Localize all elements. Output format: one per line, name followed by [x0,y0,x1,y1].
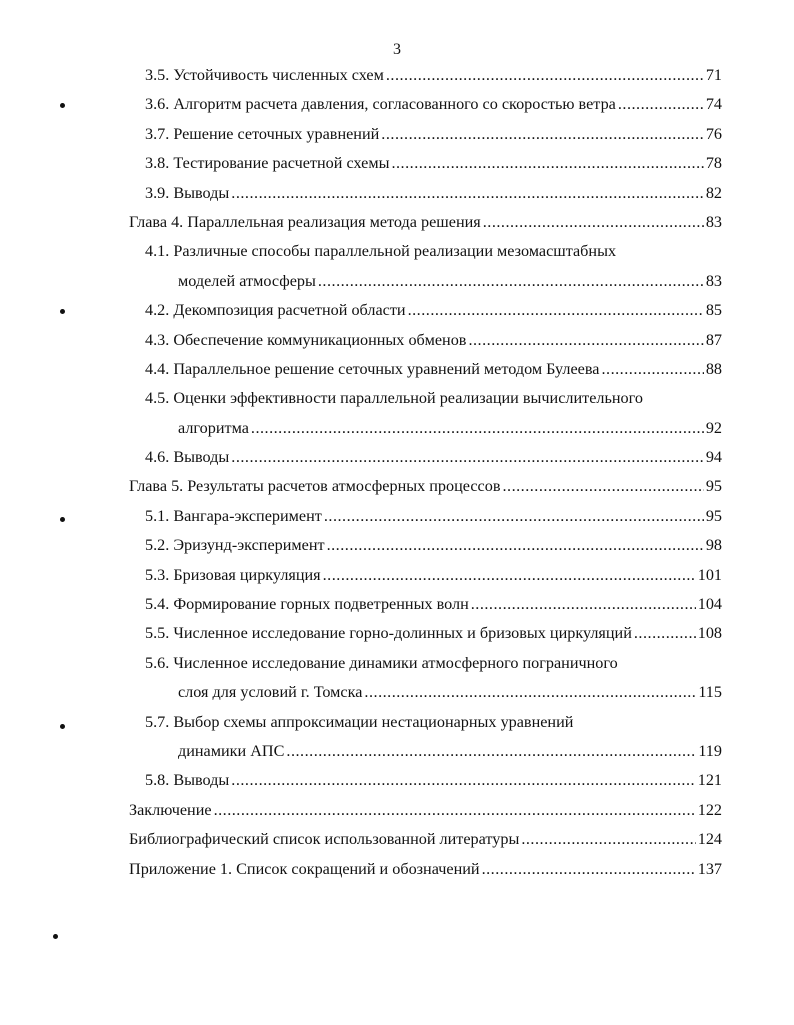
toc-row [0,267,794,296]
toc-entry-page: 82 [705,183,722,202]
dot-leader [483,208,704,237]
table-of-contents [0,61,794,884]
toc-entry [129,208,722,237]
dot-leader [318,267,704,296]
toc-entry-title: Различные способы параллельной реализации мезомасштабных [173,242,617,261]
toc-entry-number: 5.3. [145,565,170,584]
dot-leader [391,149,703,178]
dot-leader [634,619,696,648]
toc-entry [145,120,722,149]
toc-entry-number: 4.6. [145,448,170,467]
toc-entry-page: 87 [705,330,722,349]
toc-entry [145,619,722,648]
toc-row [0,619,794,648]
toc-entry-number: 3.5. [145,66,170,84]
toc-entry [145,326,722,355]
toc-entry-title: моделей атмосферы [178,271,316,290]
toc-entry-first-line [145,237,616,266]
toc-row [0,561,794,590]
toc-row [0,855,794,884]
toc-entry-title: Бризовая циркуляция [173,565,321,584]
toc-row [0,443,794,472]
toc-entry-title: Обеспечение коммуникационных обменов [173,330,467,349]
toc-entry-number: 4.4. [145,359,170,378]
toc-entry-title: Устойчивость численных схем [173,66,384,84]
toc-entry-title: Численное исследование горно-долинных и бризовых циркуляций [173,624,632,643]
toc-entry-page: 115 [698,683,722,702]
toc-entry-title: Декомпозиция расчетной области [173,301,406,320]
toc-row [0,472,794,501]
toc-entry-number: 5.2. [145,536,170,555]
toc-row [0,237,794,266]
dot-leader [386,61,704,90]
toc-row [0,384,794,413]
toc-entry-title: Выбор схемы аппроксимации нестационарных уравнений [173,712,574,731]
dot-leader [214,796,696,825]
toc-row [0,766,794,795]
toc-entry-number: 3.7. [145,124,170,143]
toc-entry-title: Приложение 1. Список сокращений и обозначений [129,859,480,878]
toc-entry-title: Параллельное решение сеточных уравнений методом Булеева [173,359,600,378]
toc-entry-title: Вангара-эксперимент [173,506,322,525]
toc-entry-page: 137 [697,859,722,878]
toc-entry-number: 5.5. [145,624,170,643]
dot-leader [364,678,696,707]
toc-entry [145,561,722,590]
dot-leader [502,472,703,501]
toc-entry-first-line [145,384,643,413]
toc-entry-title: динамики АПС [178,741,285,760]
toc-entry-title: Библиографический список использованной литературы [129,830,520,849]
toc-entry-page: 95 [705,506,722,525]
toc-entry-title: Оценки эффективности параллельной реализации вычислительного [173,389,643,408]
toc-entry [178,678,722,707]
toc-entry-page: 121 [697,771,722,790]
toc-row [0,120,794,149]
dot-leader [408,296,704,325]
toc-entry-page: 92 [705,418,722,437]
toc-row [0,149,794,178]
margin-bullet-3 [60,517,65,522]
toc-row [0,708,794,737]
dot-leader [323,561,696,590]
toc-entry-page: 88 [705,359,722,378]
toc-entry [145,179,722,208]
toc-entry [145,531,722,560]
toc-entry-page: 76 [705,124,722,143]
toc-entry-page: 119 [698,741,722,760]
toc-entry-page: 108 [697,624,722,643]
toc-row [0,796,794,825]
toc-row [0,649,794,678]
toc-entry [145,355,722,384]
toc-entry-number: 4.5. [145,389,170,408]
toc-entry [145,149,722,178]
toc-entry-page: 85 [705,301,722,320]
toc-entry-page: 71 [705,66,722,84]
toc-entry-title: алгоритма [178,418,249,437]
toc-row [0,355,794,384]
toc-entry-title: Выводы [173,183,230,202]
dot-leader [327,531,704,560]
toc-entry-title: Решение сеточных уравнений [173,124,380,143]
dot-leader [521,825,695,854]
toc-entry [129,825,722,854]
page-number: 3 [393,41,401,58]
dot-leader [231,179,704,208]
toc-entry-page: 94 [705,448,722,467]
toc-entry-page: 98 [705,536,722,555]
toc-entry-title: Тестирование расчетной схемы [173,154,390,173]
toc-entry-page: 122 [697,800,722,819]
toc-row [0,414,794,443]
toc-row [0,590,794,619]
toc-entry [145,766,722,795]
dot-leader [471,590,696,619]
dot-leader [231,443,704,472]
toc-row [0,678,794,707]
toc-row [0,296,794,325]
toc-row [0,531,794,560]
toc-entry [129,796,722,825]
toc-entry [145,590,722,619]
toc-entry-title: Выводы [173,448,230,467]
toc-entry-title: Эризунд-эксперимент [173,536,325,555]
toc-entry-page: 95 [705,477,722,496]
toc-entry [178,737,722,766]
toc-entry-number: 5.4. [145,595,170,614]
toc-entry-number: 5.1. [145,506,170,525]
toc-entry-page: 124 [697,830,722,849]
toc-row [0,90,794,119]
toc-entry-number: 3.8. [145,154,170,173]
toc-entry-number: 5.7. [145,712,170,731]
toc-entry-number: 5.8. [145,771,170,790]
toc-entry-title: Формирование горных подветренных волн [173,595,469,614]
toc-row [0,326,794,355]
toc-entry-title: слоя для условий г. Томска [178,683,363,702]
dot-leader [251,414,704,443]
toc-entry-title: Заключение [129,800,212,819]
toc-entry [145,443,722,472]
dot-leader [324,502,704,531]
toc-row [0,825,794,854]
toc-entry [145,296,722,325]
toc-entry-first-line [145,649,618,678]
toc-entry [129,472,722,501]
toc-row [0,502,794,531]
dot-leader [601,355,703,384]
margin-bullet-4 [60,724,65,729]
toc-entry-number: 4.2. [145,301,170,320]
toc-entry-title: Глава 5. Результаты расчетов атмосферных процессов [129,477,501,496]
toc-entry-title: Глава 4. Параллельная реализация метода решения [129,212,481,231]
margin-bullet-5 [53,934,58,939]
toc-entry-page: 74 [705,95,722,114]
toc-entry [178,414,722,443]
toc-entry-number: 5.6. [145,653,170,672]
toc-entry [178,267,722,296]
toc-entry-page: 104 [697,595,722,614]
dot-leader [286,737,696,766]
toc-entry-page: 101 [697,565,722,584]
toc-entry [145,502,722,531]
dot-leader [381,120,704,149]
toc-entry-number: 4.1. [145,242,170,261]
toc-entry-page: 83 [705,271,722,290]
dot-leader [618,90,704,119]
toc-row [0,737,794,766]
dot-leader [231,766,695,795]
toc-entry [129,855,722,884]
toc-entry-title: Алгоритм расчета давления, согласованного со скоростью ветра [173,95,616,114]
toc-entry-number: 4.3. [145,330,170,349]
toc-entry-number: 3.9. [145,183,170,202]
toc-entry-first-line [145,708,573,737]
toc-entry-title: Численное исследование динамики атмосферного пограничного [173,653,618,672]
dot-leader [468,326,703,355]
toc-entry-title: Выводы [173,771,230,790]
dot-leader [482,855,696,884]
margin-bullet-1 [60,103,65,108]
toc-row [0,208,794,237]
toc-entry [145,90,722,119]
toc-entry-page: 78 [705,154,722,173]
toc-entry-number: 3.6. [145,95,170,114]
toc-entry [145,61,722,90]
margin-bullet-2 [60,309,65,314]
toc-entry-page: 83 [705,212,722,231]
toc-row [0,61,794,90]
toc-row [0,179,794,208]
